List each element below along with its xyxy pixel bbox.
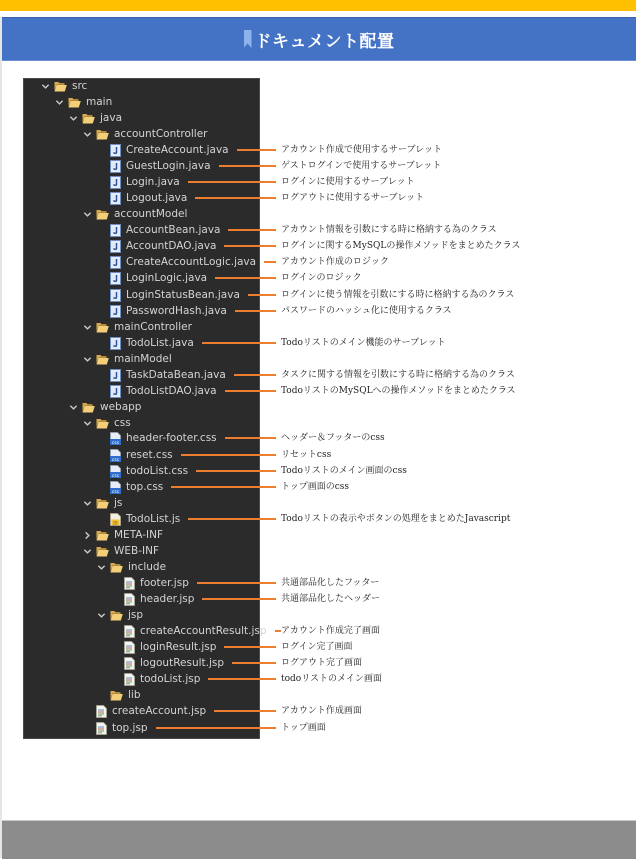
tree-folder-src[interactable] — [40, 78, 87, 94]
folder-icon — [68, 97, 86, 108]
accent-top-bar — [0, 0, 636, 11]
tree-item-label: WEB-INF — [114, 545, 159, 557]
connector-line — [202, 598, 276, 600]
connector-line — [196, 470, 276, 472]
java-file-icon — [110, 305, 126, 318]
connector-line — [264, 261, 276, 263]
tree-item-label: CreateAccount.java — [126, 144, 229, 156]
folder-icon — [110, 690, 128, 701]
chevron-down-icon[interactable] — [82, 498, 92, 508]
tree-item-label: todoList.css — [126, 465, 189, 477]
tree-item-label: GuestLogin.java — [126, 160, 211, 172]
file-description: アカウント情報を引数にする時に格納する為のクラス — [281, 225, 497, 235]
tree-file[interactable] — [96, 174, 180, 190]
file-description: タスクに関する情報を引数にする時に格納する為のクラス — [281, 370, 515, 380]
tree-item-label: LoginLogic.java — [126, 272, 208, 284]
folder-icon — [96, 209, 114, 220]
connector-line — [195, 197, 276, 199]
tree-folder-mainmodel[interactable] — [82, 351, 172, 367]
tree-item-label: Login.java — [126, 176, 180, 188]
tree-item-label: header-footer.css — [126, 432, 217, 444]
page-left-edge — [0, 0, 2, 858]
chevron-down-icon[interactable] — [68, 113, 78, 123]
tree-folder-js[interactable] — [82, 495, 122, 511]
folder-icon — [54, 81, 72, 92]
tree-item-label: main — [86, 96, 113, 108]
chevron-right-icon[interactable] — [82, 530, 92, 540]
tree-item-label: loginResult.jsp — [140, 641, 217, 653]
file-description: ゲストログインで使用するサーブレット — [281, 161, 442, 171]
java-file-icon — [110, 240, 126, 253]
jsp-file-icon — [96, 705, 112, 718]
chevron-down-icon[interactable] — [40, 81, 50, 91]
tree-folder-lib[interactable] — [96, 687, 141, 703]
tree-folder-accountmodel[interactable] — [82, 206, 187, 222]
folder-icon — [96, 354, 114, 365]
file-description: ログイン完了画面 — [281, 642, 353, 652]
file-description: ログインに使う情報を引数にする時に格納する為のクラス — [281, 290, 515, 300]
file-description: アカウント作成完了画面 — [281, 626, 380, 636]
tree-item-label: header.jsp — [140, 593, 195, 605]
tree-item-label: TodoList.java — [126, 337, 194, 349]
file-description: Todoリストのメイン画面のcss — [281, 466, 407, 476]
tree-item-label: TodoListDAO.java — [126, 385, 217, 397]
tree-folder-accountcontroller[interactable] — [82, 126, 207, 142]
chevron-down-icon[interactable] — [82, 418, 92, 428]
tree-item-label: webapp — [100, 401, 142, 413]
tree-item-label: css — [114, 417, 131, 429]
tree-item-label: AccountBean.java — [126, 224, 221, 236]
tree-item-label: src — [72, 80, 88, 92]
file-description: Todoリストのメイン機能のサーブレット — [281, 338, 446, 348]
connector-line — [171, 486, 276, 488]
tree-file[interactable] — [96, 463, 188, 479]
tree-item-label: mainModel — [114, 353, 172, 365]
connector-line — [219, 165, 276, 167]
tree-item-label: todoList.jsp — [140, 673, 201, 685]
tree-file[interactable] — [96, 367, 226, 383]
tree-file[interactable] — [96, 158, 211, 174]
no-chevron — [96, 690, 106, 700]
connector-line — [215, 277, 276, 279]
tree-folder-main[interactable] — [54, 94, 112, 110]
folder-icon — [110, 610, 128, 621]
chevron-down-icon[interactable] — [82, 322, 92, 332]
tree-file[interactable] — [110, 575, 189, 591]
jsp-file-icon — [124, 593, 140, 606]
tree-item-label: createAccount.jsp — [112, 705, 207, 717]
java-file-icon — [110, 176, 126, 189]
tree-item-label: accountModel — [114, 208, 188, 220]
tree-item-label: java — [100, 112, 122, 124]
tree-file[interactable] — [110, 623, 267, 639]
file-description: ヘッダー＆フッターのcss — [281, 433, 385, 443]
tree-file[interactable] — [110, 671, 200, 687]
file-description: ログインに関するMySQLの操作メソッドをまとめたクラス — [281, 241, 521, 251]
jsp-file-icon — [124, 673, 140, 686]
tree-file[interactable] — [96, 430, 217, 446]
tree-folder-webapp[interactable] — [68, 399, 141, 415]
connector-line — [248, 294, 276, 296]
tree-file[interactable] — [96, 270, 207, 286]
tree-item-label: TodoList.js — [126, 513, 181, 525]
tree-item-label: js — [114, 497, 123, 509]
tree-file[interactable] — [110, 591, 194, 607]
file-description: todoリストのメイン画面 — [281, 674, 382, 684]
tree-file[interactable] — [82, 720, 148, 736]
svg-text:JS: JS — [113, 520, 118, 526]
tree-item-label: include — [128, 561, 167, 573]
chevron-down-icon[interactable] — [96, 562, 106, 572]
file-description: TodoリストのMySQLへの操作メソッドをまとめたクラス — [281, 386, 516, 396]
file-description: トップ画面のcss — [281, 482, 350, 492]
tree-folder-java[interactable] — [68, 110, 122, 126]
connector-line — [228, 229, 276, 231]
chevron-down-icon[interactable] — [96, 610, 106, 620]
java-file-icon — [110, 385, 126, 398]
js-file-icon — [110, 513, 126, 526]
connector-line — [208, 678, 276, 680]
tree-item-label: accountController — [114, 128, 208, 140]
jsp-file-icon — [124, 625, 140, 638]
connector-line — [181, 454, 276, 456]
tree-item-label: PasswordHash.java — [126, 305, 227, 317]
connector-line — [188, 518, 276, 520]
tree-item-label: TaskDataBean.java — [126, 369, 226, 381]
tree-folder-web-inf[interactable] — [82, 543, 159, 559]
chevron-down-icon[interactable] — [82, 129, 92, 139]
css-file-icon — [110, 481, 126, 494]
java-file-icon — [110, 256, 126, 269]
chevron-down-icon[interactable] — [82, 546, 92, 556]
tree-file[interactable] — [96, 238, 216, 254]
tree-item-label: top.css — [126, 481, 164, 493]
tree-item-label: jsp — [128, 609, 144, 621]
java-file-icon — [110, 224, 126, 237]
file-description: アカウント作成で使用するサーブレット — [281, 145, 443, 155]
java-file-icon — [110, 160, 126, 173]
svg-text:css: css — [111, 489, 120, 494]
tree-item-label: CreateAccountLogic.java — [126, 256, 257, 268]
tree-item-label: createAccountResult.jsp — [140, 625, 267, 637]
tree-item-label: reset.css — [126, 449, 173, 461]
tree-folder-css[interactable] — [82, 415, 131, 431]
tree-folder-jsp[interactable] — [96, 607, 143, 623]
connector-line — [202, 342, 276, 344]
file-description: ログインに使用するサーブレット — [281, 177, 415, 187]
tree-item-label: lib — [128, 689, 141, 701]
tree-item-label: LoginStatusBean.java — [126, 289, 240, 301]
connector-line — [197, 582, 276, 584]
tree-item-label: META-INF — [114, 529, 164, 541]
svg-text:css: css — [111, 473, 120, 478]
jsp-file-icon — [124, 657, 140, 670]
folder-icon — [96, 546, 114, 557]
java-file-icon — [110, 272, 126, 285]
file-description: ログアウトに使用するサーブレット — [281, 193, 425, 203]
tree-folder-include[interactable] — [96, 559, 166, 575]
folder-icon — [96, 418, 114, 429]
tree-file[interactable] — [110, 639, 216, 655]
file-description: アカウント作成画面 — [281, 706, 362, 716]
file-description: Todoリストの表示やボタンの処理をまとめたJavascript — [281, 514, 511, 524]
folder-icon — [82, 402, 100, 413]
file-description: 共通部品化したフッター — [281, 578, 380, 588]
jsp-file-icon — [124, 641, 140, 654]
java-file-icon — [110, 144, 126, 157]
connector-line — [156, 727, 276, 729]
css-file-icon — [110, 432, 126, 445]
tree-file[interactable] — [96, 190, 187, 206]
tree-file[interactable] — [96, 511, 180, 527]
connector-line — [232, 662, 276, 664]
java-file-icon — [110, 369, 126, 382]
section-title — [244, 27, 395, 52]
bookmark-icon — [244, 30, 252, 48]
tree-file[interactable] — [96, 335, 194, 351]
folder-icon — [82, 113, 100, 124]
file-description: ログアウト完了画面 — [281, 658, 363, 668]
file-description: トップ画面 — [281, 723, 326, 733]
connector-line — [188, 181, 276, 183]
tree-folder-maincontroller[interactable] — [82, 319, 192, 335]
file-description: 共通部品化したヘッダー — [281, 594, 381, 604]
connector-line — [224, 245, 276, 247]
jsp-file-icon — [124, 577, 140, 590]
tree-file[interactable] — [96, 287, 240, 303]
java-file-icon — [110, 289, 126, 302]
folder-icon — [110, 562, 128, 573]
css-file-icon — [110, 449, 126, 462]
tree-file[interactable] — [96, 142, 229, 158]
tree-file[interactable] — [96, 447, 173, 463]
tree-file[interactable] — [110, 655, 224, 671]
connector-line — [214, 710, 276, 712]
connector-line — [224, 646, 276, 648]
connector-line — [237, 149, 276, 151]
chevron-down-icon[interactable] — [54, 97, 64, 107]
folder-icon — [96, 129, 114, 140]
svg-text:css: css — [111, 440, 120, 445]
tree-file[interactable] — [96, 303, 227, 319]
tree-file[interactable] — [96, 383, 217, 399]
folder-icon — [96, 498, 114, 509]
chevron-down-icon[interactable] — [82, 209, 92, 219]
tree-item-label: AccountDAO.java — [126, 240, 217, 252]
tree-file[interactable] — [96, 479, 163, 495]
tree-item-label: Logout.java — [126, 192, 188, 204]
folder-icon — [96, 322, 114, 333]
folder-icon — [96, 530, 114, 541]
file-description: リセットcss — [281, 450, 332, 460]
chevron-down-icon[interactable] — [68, 402, 78, 412]
css-file-icon — [110, 465, 126, 478]
connector-line — [225, 390, 276, 392]
connector-line — [225, 437, 276, 439]
tree-file[interactable] — [96, 254, 256, 270]
page-title: ドキュメント配置 — [254, 31, 395, 52]
connector-line — [234, 374, 276, 376]
file-description: ログインのロジック — [281, 273, 362, 283]
tree-file[interactable] — [82, 703, 206, 719]
file-description: パスワードのハッシュ化に使用するクラス — [281, 306, 452, 316]
java-file-icon — [110, 337, 126, 350]
tree-item-label: top.jsp — [112, 722, 148, 734]
tree-item-label: footer.jsp — [140, 577, 189, 589]
section-title-bar — [2, 17, 636, 61]
java-file-icon — [110, 192, 126, 205]
tree-folder-meta-inf[interactable] — [82, 527, 163, 543]
tree-file[interactable] — [96, 222, 221, 238]
jsp-file-icon — [96, 722, 112, 735]
chevron-down-icon[interactable] — [82, 354, 92, 364]
connector-line — [235, 310, 276, 312]
tree-item-label: mainController — [114, 321, 192, 333]
svg-text:css: css — [111, 457, 120, 462]
footer-bar — [2, 820, 636, 859]
tree-item-label: logoutResult.jsp — [140, 657, 225, 669]
file-description: アカウント作成のロジック — [281, 257, 389, 267]
